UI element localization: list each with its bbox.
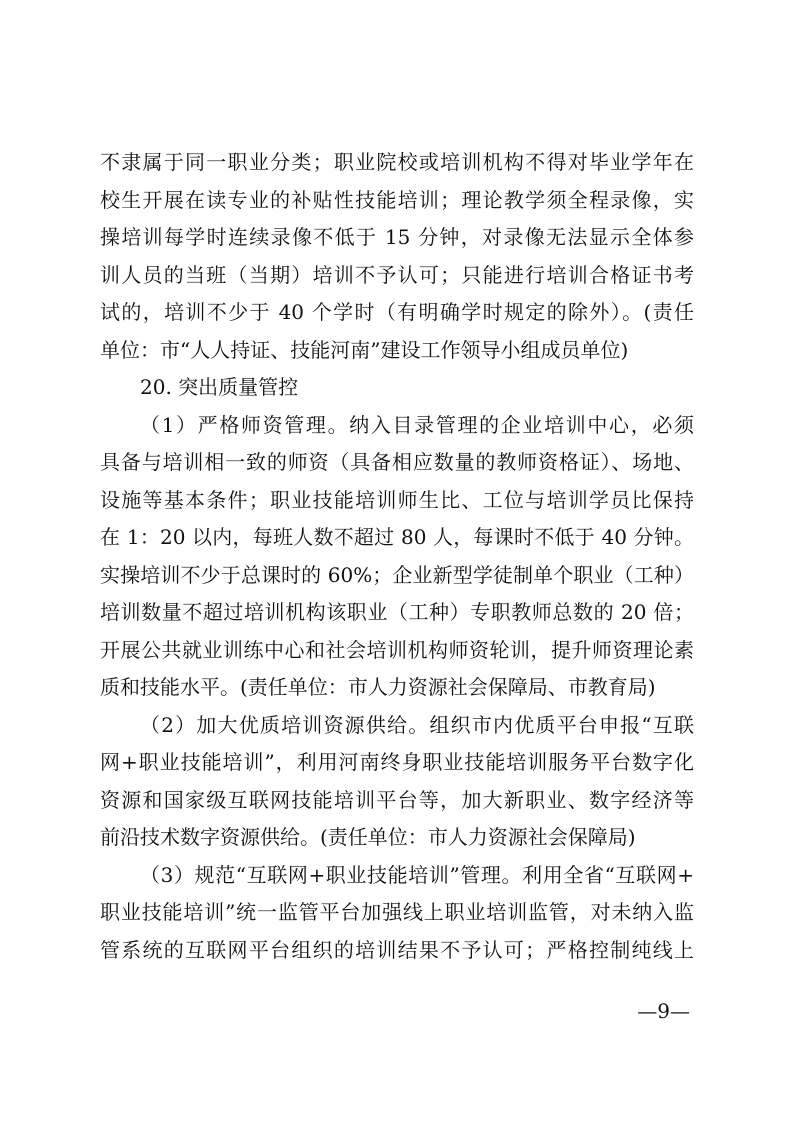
text-line: 实操培训不少于总课时的 60%；企业新型学徒制单个职业（工种） (100, 562, 694, 587)
body-text (100, 144, 694, 969)
text-line: （1）严格师资管理。纳入目录管理的企业培训中心，必须 (140, 412, 694, 437)
text-line: （2）加大优质培训资源供给。组织市内优质平台申报“互联 (140, 712, 694, 737)
text-line: 资源和国家级互联网技能培训平台等，加大新职业、数字经济等 (100, 787, 694, 812)
text-line: 开展公共就业训练中心和社会培训机构师资轮训，提升师资理论素 (100, 637, 694, 662)
text-line: 试的，培训不少于 40 个学时（有明确学时规定的除外）。(责任 (100, 300, 694, 324)
section-heading: 20. 突出质量管控 (140, 375, 299, 399)
text-line: 操培训每学时连续录像不低于 15 分钟，对录像无法显示全体参 (100, 225, 694, 249)
text-line: （3）规范“互联网+职业技能培训”管理。利用全省“互联网+ (140, 862, 694, 887)
text-line: 网+职业技能培训”，利用河南终身职业技能培训服务平台数字化 (100, 750, 694, 774)
page-number: —9— (637, 999, 690, 1023)
text-line: 具备与培训相一致的师资（具备相应数量的教师资格证）、场地、 (100, 450, 694, 474)
text-line: 管系统的互联网平台组织的培训结果不予认可；严格控制纯线上 (100, 937, 694, 962)
text-line: 单位：市“人人持证、技能河南”建设工作领导小组成员单位) (100, 337, 629, 362)
text-line: 设施等基本条件；职业技能培训师生比、工位与培训学员比保持 (100, 487, 694, 512)
text-line: 训人员的当班（当期）培训不予认可；只能进行培训合格证书考 (100, 262, 694, 287)
text-line: 不隶属于同一职业分类；职业院校或培训机构不得对毕业学年在 (100, 150, 694, 174)
text-line: 职业技能培训”统一监管平台加强线上职业培训监管，对未纳入监 (100, 900, 694, 924)
text-line: 校生开展在读专业的补贴性技能培训；理论教学须全程录像，实 (100, 187, 694, 212)
text-line: 培训数量不超过培训机构该职业（工种）专职教师总数的 20 倍； (100, 600, 694, 624)
text-line: 前沿技术数字资源供给。(责任单位：市人力资源社会保障局) (100, 825, 636, 849)
text-line: 在 1：20 以内，每班人数不超过 80 人，每课时不低于 40 分钟。 (100, 525, 694, 549)
text-line: 质和技能水平。(责任单位：市人力资源社会保障局、市教育局) (100, 675, 656, 699)
